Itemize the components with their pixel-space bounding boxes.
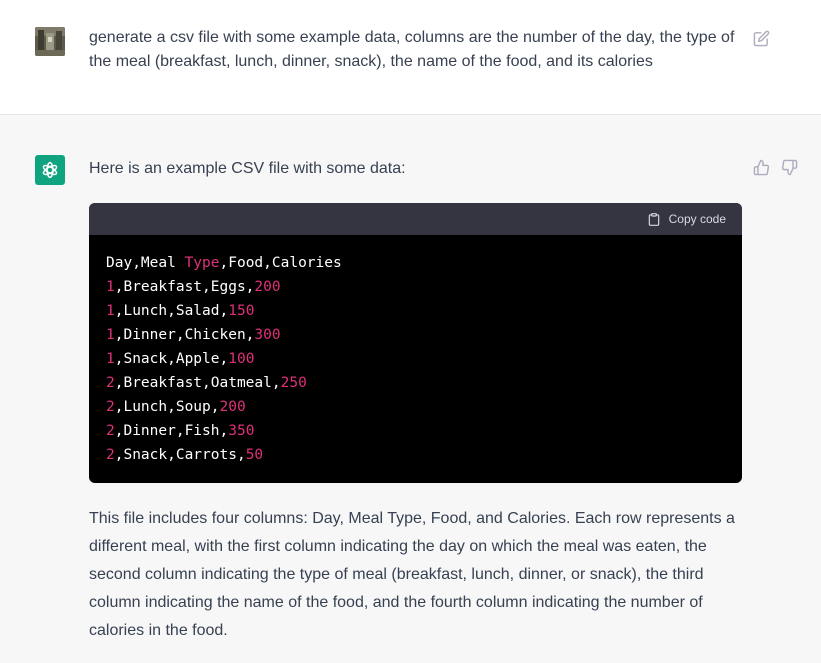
assistant-outro-text: This file includes four columns: Day, Meal Type, Food, and Calories. Each row represents a different meal, with the first column indicating the day on which the meal was eaten, the second column indicating the type of meal (breakfast, lunch, dinner, or snack), the third column indicating the name of the food, and the fourth column indicating the number of calories in the food.	[89, 510, 735, 639]
user-avatar-photo	[35, 27, 65, 56]
code-token: 2	[106, 423, 115, 439]
code-content	[89, 235, 742, 467]
user-message-row	[0, 0, 821, 115]
code-line	[106, 251, 742, 275]
code-block-header	[89, 203, 742, 235]
code-token: 1	[106, 327, 115, 343]
openai-logo-icon	[39, 159, 61, 181]
code-block	[89, 203, 742, 483]
assistant-intro-text: Here is an example CSV file with some data:	[89, 160, 406, 177]
code-token: 1	[106, 279, 115, 295]
code-token: ,Dinner,Chicken,	[114, 327, 255, 343]
code-line	[106, 323, 742, 347]
code-token: ,Breakfast,Eggs,	[114, 279, 255, 295]
code-token: ,Snack,Apple,	[114, 351, 229, 367]
code-token: 1	[106, 303, 115, 319]
code-line	[106, 371, 742, 395]
code-token: 1	[106, 351, 115, 367]
code-token: 150	[228, 303, 255, 319]
code-token: ,Dinner,Fish,	[114, 423, 229, 439]
code-token: 250	[280, 375, 307, 391]
code-token: ,Food,Calories	[219, 255, 342, 271]
user-message-text: generate a csv file with some example data, columns are the number of the day, the type of the meal (breakfast, lunch, dinner, snack), the name of the food, and its calories	[89, 29, 735, 70]
user-avatar	[35, 27, 65, 56]
code-line	[106, 275, 742, 299]
copy-code-button[interactable]	[647, 212, 726, 227]
edit-icon[interactable]	[753, 30, 770, 47]
copy-code-label: Copy code	[668, 212, 726, 226]
code-line	[106, 299, 742, 323]
assistant-message-row	[0, 115, 821, 663]
code-token: 2	[106, 375, 115, 391]
code-line	[106, 395, 742, 419]
code-line	[106, 419, 742, 443]
code-token: 300	[254, 327, 281, 343]
code-token: 200	[219, 399, 246, 415]
code-line	[106, 443, 742, 467]
assistant-avatar	[35, 155, 65, 185]
code-line	[106, 347, 742, 371]
code-token: Type	[184, 255, 220, 271]
code-token: 200	[254, 279, 281, 295]
thumbs-up-icon[interactable]	[753, 159, 770, 176]
code-token: 350	[228, 423, 255, 439]
code-token: 2	[106, 447, 115, 463]
code-token: ,Lunch,Salad,	[114, 303, 229, 319]
code-token: ,Snack,Carrots,	[114, 447, 246, 463]
clipboard-icon	[647, 212, 661, 227]
thumbs-down-icon[interactable]	[781, 159, 798, 176]
code-token: 50	[245, 447, 264, 463]
code-token: Day,Meal	[106, 255, 185, 271]
code-token: 100	[228, 351, 255, 367]
code-token: 2	[106, 399, 115, 415]
code-token: ,Breakfast,Oatmeal,	[114, 375, 281, 391]
code-token: ,Lunch,Soup,	[114, 399, 220, 415]
